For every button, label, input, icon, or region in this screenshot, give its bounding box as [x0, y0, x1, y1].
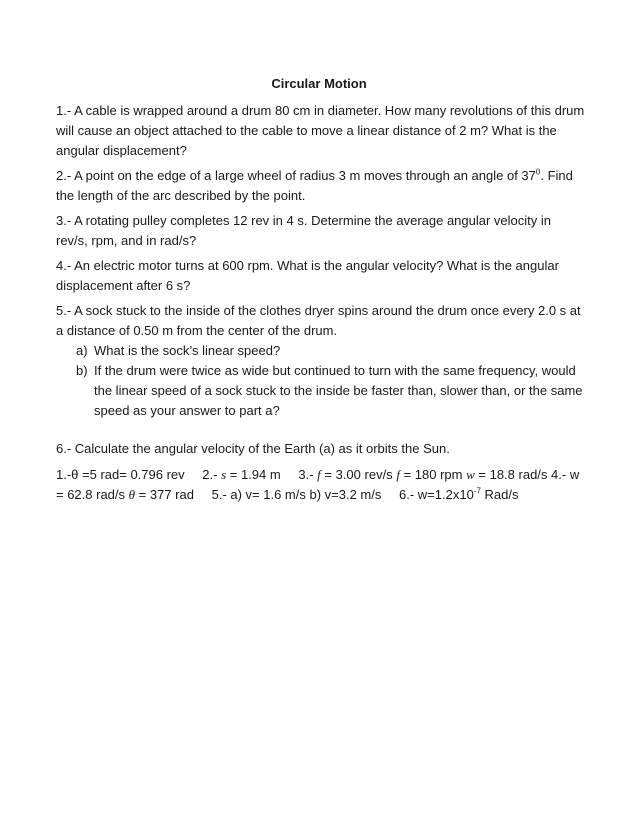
question-number: 6.- — [56, 441, 72, 456]
answer-3c-variable: w — [466, 467, 475, 482]
question-number: 1.- — [56, 103, 72, 118]
question-number: 4.- — [56, 258, 72, 273]
answer-3b-variable: f — [396, 467, 400, 482]
answer-5: 5.- a) v= 1.6 m/s b) v=3.2 m/s — [211, 487, 382, 502]
subpart-label: a) — [76, 343, 88, 358]
question-5 — [56, 301, 586, 341]
question-number: 2.- — [56, 168, 72, 183]
question-text: An electric motor turns at 600 rpm. What is the angular velocity? What is the angular displacement after 6 s? — [56, 258, 559, 293]
answer-3-value: = 3.00 rev/s — [324, 467, 393, 482]
question-text: A sock stuck to the inside of the clothes dryer spins around the drum once every 2.0 s at a distance of 0.50 m from the center of the drum. — [56, 303, 581, 338]
answer-4-prefix: 4.- w — [551, 467, 580, 482]
questions-body — [56, 101, 586, 464]
question-number: 5.- — [56, 303, 72, 318]
answer-key — [56, 465, 586, 505]
answer-2-prefix: 2.- — [202, 467, 218, 482]
document-title: Circular Motion — [271, 76, 367, 91]
answer-6-prefix: 6.- w=1.2x10 — [399, 487, 474, 502]
subpart-a — [76, 341, 586, 361]
subpart-text: If the drum were twice as wide but continued to turn with the same frequency, would the linear speed of a sock stuck to the inside be faster than, slower than, or the same speed as your answer to part a? — [94, 363, 583, 418]
question-text: A cable is wrapped around a drum 80 cm in diameter. How many revolutions of this drum will cause an object attached to the cable to move a linear distance of 2 m? What is the angular displacement? — [56, 103, 585, 158]
question-6 — [56, 439, 586, 459]
subpart-text: What is the sock’s linear speed? — [94, 343, 281, 358]
answer-2-variable: s — [221, 467, 227, 482]
answer-6-exponent: -7 — [473, 486, 481, 496]
question-text: A rotating pulley completes 12 rev in 4 s. Determine the average angular velocity in rev/s, rpm, and in rad/s? — [56, 213, 552, 248]
answer-4b-value: = 377 rad — [138, 487, 194, 502]
answer-6-unit: Rad/s — [484, 487, 519, 502]
question-text: A point on the edge of a large wheel of radius 3 m moves through an angle of 37 — [74, 168, 536, 183]
answer-2-value: = 1.94 m — [229, 467, 281, 482]
answer-3c-value: = 18.8 rad/s — [478, 467, 548, 482]
question-4 — [56, 256, 586, 296]
question-text-cont: . Find the length of the arc described by the point. — [56, 168, 573, 203]
question-3 — [56, 211, 586, 251]
question-5-subparts — [56, 341, 586, 421]
answer-3-variable: f — [317, 467, 321, 482]
question-number: 3.- — [56, 213, 72, 228]
answer-4b-variable: θ — [128, 487, 136, 502]
answer-1: 1.-θ =5 rad= 0.796 rev — [56, 467, 185, 482]
answer-4-value: = 62.8 rad/s — [56, 487, 126, 502]
answer-3b-value: = 180 rpm — [403, 467, 463, 482]
degree-superscript: 0 — [535, 167, 541, 177]
question-2 — [56, 166, 586, 206]
subpart-b — [76, 361, 586, 421]
question-1 — [56, 101, 586, 161]
question-text: Calculate the angular velocity of the Earth (a) as it orbits the Sun. — [74, 441, 450, 456]
subpart-label: b) — [76, 363, 88, 378]
answer-3-prefix: 3.- — [298, 467, 314, 482]
